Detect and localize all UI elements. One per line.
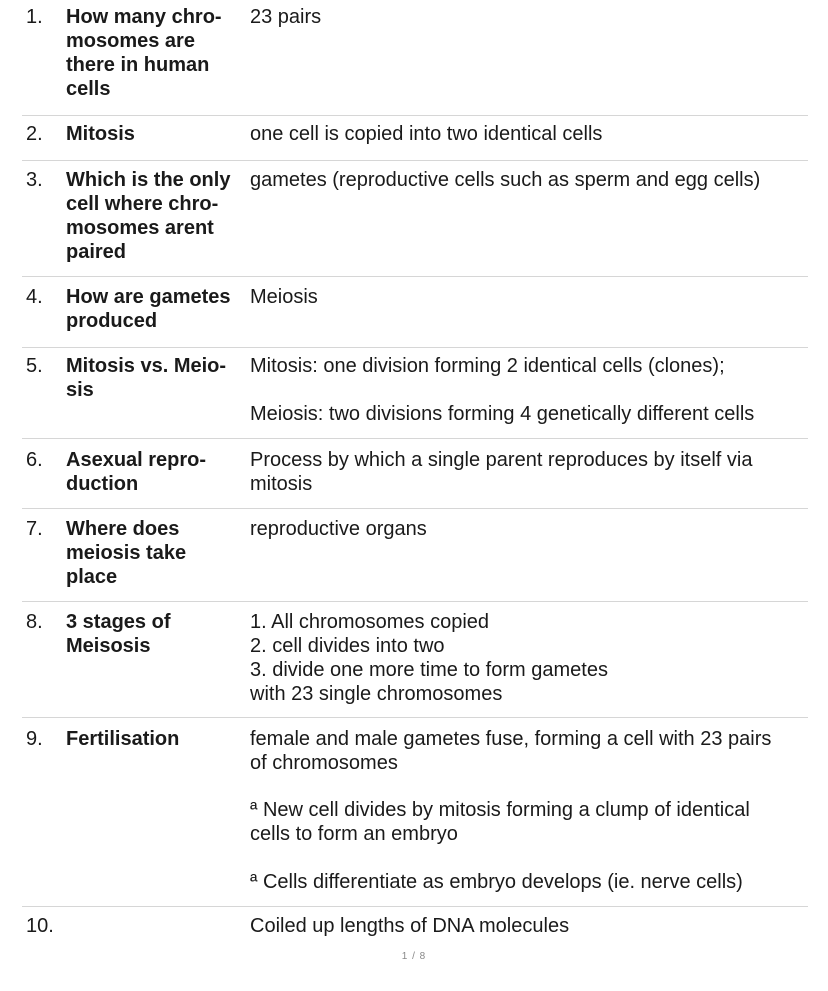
card-number: 4.: [26, 286, 43, 308]
card-term: Mitosis: [66, 123, 135, 145]
card-number: 5.: [26, 355, 43, 377]
flashcard-row: [22, 727, 808, 907]
card-number: 8.: [26, 611, 43, 633]
card-number: 2.: [26, 123, 43, 145]
card-term: 3 stages of Meisosis: [66, 611, 171, 657]
card-number: 3.: [26, 169, 43, 191]
card-number: 7.: [26, 518, 43, 540]
card-definition: one cell is copied into two identical cells: [250, 123, 603, 145]
flashcard-row: [22, 168, 808, 277]
card-term: How many chro- mosomes are there in human cells: [66, 6, 222, 100]
flashcard-row: [22, 517, 808, 602]
card-term: Which is the only cell where chro- mosomes arent paired: [66, 169, 231, 263]
flashcard-row: [22, 285, 808, 348]
card-definition: ª New cell divides by mitosis forming a clump of identical cells to form an embryo: [250, 799, 750, 845]
flashcard-row: [22, 610, 808, 718]
page-indicator: 1 / 8: [401, 951, 427, 962]
card-term: Asexual repro- duction: [66, 449, 207, 495]
card-number: 10.: [26, 915, 54, 937]
card-definition: Process by which a single parent reproduces by itself via mitosis: [250, 449, 753, 495]
card-term: Mitosis vs. Meio- sis: [66, 355, 227, 401]
flashcard-row: [22, 354, 808, 439]
card-term: Fertilisation: [66, 728, 180, 750]
card-term: Where does meiosis take place: [66, 518, 187, 588]
flashcard-row: [22, 122, 808, 161]
flashcard-row: [22, 914, 808, 944]
card-definition: 23 pairs: [250, 6, 322, 28]
card-definition: Meiosis: two divisions forming 4 genetically different cells: [250, 403, 755, 425]
card-term: How are gametes produced: [66, 286, 231, 332]
card-definition: Mitosis: one division forming 2 identical cells (clones);: [250, 355, 725, 377]
card-definition: gametes (reproductive cells such as sperm and egg cells): [250, 169, 761, 191]
flashcard-row: [22, 448, 808, 509]
card-definition: female and male gametes fuse, forming a cell with 23 pairs of chromosomes: [250, 728, 772, 774]
card-definition: reproductive organs: [250, 518, 427, 540]
flashcard-row: [22, 5, 808, 116]
card-number: 6.: [26, 449, 43, 471]
card-definition: Coiled up lengths of DNA molecules: [250, 915, 570, 937]
card-definition: 1. All chromosomes copied 2. cell divides into two 3. divide one more time to form gametes with 23 single chromosomes: [250, 611, 608, 705]
card-number: 1.: [26, 6, 43, 28]
card-definition: Meiosis: [250, 286, 318, 308]
card-definition: ª Cells differentiate as embryo develops (ie. nerve cells): [250, 871, 743, 893]
card-number: 9.: [26, 728, 43, 750]
